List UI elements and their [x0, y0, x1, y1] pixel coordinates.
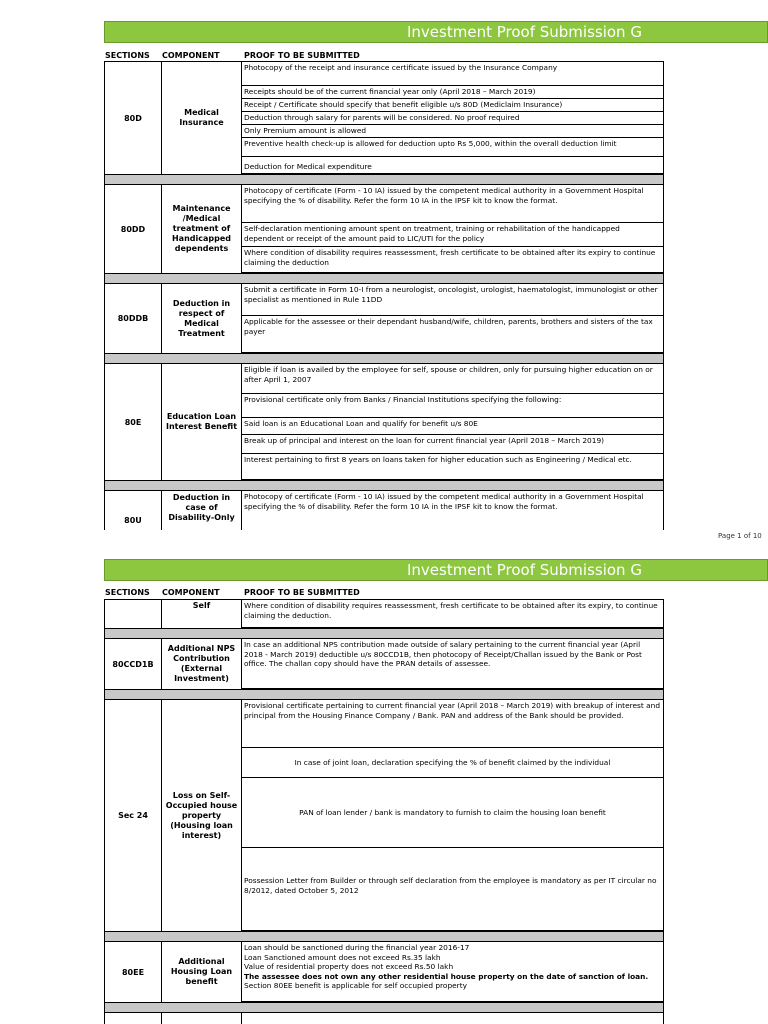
header-proof: PROOF TO BE SUBMITTED [244, 51, 360, 60]
proof-item: Deduction for Medical expenditure [242, 157, 664, 174]
proof-item: Break up of principal and interest on the loan for current financial year (April 2018 – March 2019) [242, 435, 664, 454]
proof-item: Submit a certificate in Form 10-I from a neurologist, oncologist, urologist, haematologist, immunologist or other specialist as mentioned in Rule 11DD [242, 284, 664, 316]
proof-item: Self-declaration mentioning amount spent on treatment, training or rehabilitation of the handicapped dependent or receipt of the amount paid to LIC/UTI for the policy [242, 223, 664, 247]
proof-item: Where condition of disability requires reassessment, fresh certificate to be obtained after its expiry to continue claiming the deduction [242, 247, 664, 273]
proof-item: In case of joint loan, declaration specifying the % of benefit claimed by the individual [242, 748, 664, 778]
header-sections: SECTIONS [105, 51, 150, 60]
component-handicapped-dependents: Maintenance /Medical treatment of Handicapped dependents [162, 185, 242, 273]
component-medical-treatment: Deduction in respect of Medical Treatment [162, 284, 242, 353]
page-banner [104, 21, 768, 43]
ee-line [244, 972, 661, 991]
component-housing-loan-interest: Loss on Self-Occupied house property (Housing loan interest) [162, 700, 242, 931]
proof-item: Receipts should be of the current financial year only (April 2018 – March 2019) [242, 86, 664, 99]
header-component: COMPONENT [162, 51, 220, 60]
component-nps-contribution: Additional NPS Contribution (External Investment) [162, 639, 242, 689]
component-additional-housing-loan: Additional Housing Loan benefit [162, 942, 242, 1002]
table-header [104, 48, 664, 62]
proof-item: Photocopy of the receipt and insurance certificate issued by the Insurance Company [242, 62, 664, 86]
proof-item: Preventive health check-up is allowed for deduction upto Rs 5,000, within the overall deduction limit [242, 138, 664, 157]
component-education-loan: Education Loan Interest Benefit [162, 364, 242, 480]
ee-line: Loan should be sanctioned during the financial year 2016-17 [244, 943, 470, 952]
section-cell-empty [104, 600, 162, 628]
proof-cell-empty [242, 1013, 664, 1024]
banner-title: Investment Proof Submission G [407, 23, 642, 41]
proof-item: PAN of loan lender / bank is mandatory to furnish to claim the housing loan benefit [242, 778, 664, 848]
proof-item: Photocopy of certificate (Form - 10 IA) issued by the competent medical authority in a Government Hospital specifying the % of disability. Refer the form 10 IA in the IPSF kit to know the format. [242, 185, 664, 223]
page-banner [104, 559, 768, 581]
row-separator [104, 931, 664, 942]
section-80ee: 80EE [104, 942, 162, 1002]
proof-item: Receipt / Certificate should specify that benefit eligible u/s 80D (Mediclaim Insurance) [242, 99, 664, 112]
proof-item-80ee [242, 942, 664, 1002]
proof-item: Eligible if loan is availed by the employee for self, spouse or children, only for pursuing higher education on or after April 1, 2007 [242, 364, 664, 394]
row-separator [104, 1002, 664, 1013]
row-separator [104, 353, 664, 364]
section-80u: 80U [104, 491, 162, 530]
section-80dd: 80DD [104, 185, 162, 273]
ee-line: Loan Sanctioned amount does not exceed Rs.35 lakh [244, 952, 441, 962]
section-sec-24: Sec 24 [104, 700, 162, 931]
section-80ccd1b: 80CCD1B [104, 639, 162, 689]
proof-item: Where condition of disability requires reassessment, fresh certificate to be obtained after its expiry, to continue claiming the deduction. [242, 600, 664, 628]
section-cell-empty [104, 1013, 162, 1024]
proof-item: Said loan is an Educational Loan and qualify for benefit u/s 80E [242, 418, 664, 435]
ee-tail-text: Section 80EE benefit is applicable for self occupied property [244, 981, 467, 991]
section-80e: 80E [104, 364, 162, 480]
section-80d: 80D [104, 62, 162, 174]
component-cell-empty [162, 1013, 242, 1024]
proof-item: Only Premium amount is allowed [242, 125, 664, 138]
component-disability-self: Self [162, 600, 242, 628]
banner-title: Investment Proof Submission G [407, 561, 642, 579]
ee-line: Value of residential property does not exceed Rs.50 lakh [244, 962, 454, 972]
proof-item: Applicable for the assessee or their dependant husband/wife, children, parents, brothers and sisters of the tax payer [242, 316, 664, 353]
proof-item: Photocopy of certificate (Form - 10 IA) issued by the competent medical authority in a Government Hospital specifying the % of disability. Refer the form 10 IA in the IPSF kit to know the format. [242, 491, 664, 530]
component-medical-insurance: Medical Insurance [162, 62, 242, 174]
table-header [104, 585, 664, 599]
page-number: Page 1 of 10 [718, 532, 762, 540]
proof-item: Provisional certificate only from Banks / Financial Institutions specifying the following: [242, 394, 664, 418]
row-separator [104, 273, 664, 284]
page-2 [0, 555, 768, 1024]
row-separator [104, 628, 664, 639]
proof-item: Possession Letter from Builder or through self declaration from the employee is mandatory as per IT circular no 8/2012, dated October 5, 2012 [242, 848, 664, 931]
ee-bold-text: The assessee does not own any other residential house property on the date of sanction of loan. [244, 971, 649, 981]
proof-item: Provisional certificate pertaining to current financial year (April 2018 – March 2019) with breakup of interest and principal from the Housing Finance Company / Bank. PAN and address of the Bank should be provided. [242, 700, 664, 748]
header-component: COMPONENT [162, 588, 220, 597]
row-separator [104, 174, 664, 185]
proof-item: Deduction through salary for parents will be considered. No proof required [242, 112, 664, 125]
section-80ddb: 80DDB [104, 284, 162, 353]
proof-item: In case an additional NPS contribution made outside of salary pertaining to the current financial year (April 2018 - March 2019) deductible u/s 80CCD1B, then photocopy of Receipt/Challan issued by the Bank or Post office. The challan copy should have the PRAN details of assessee. [242, 639, 664, 689]
header-sections: SECTIONS [105, 588, 150, 597]
component-disability: Deduction in case of Disability-Only [162, 491, 242, 530]
row-separator [104, 480, 664, 491]
row-separator [104, 689, 664, 700]
proof-item: Interest pertaining to first 8 years on loans taken for higher education such as Engineering / Medical etc. [242, 454, 664, 480]
header-proof: PROOF TO BE SUBMITTED [244, 588, 360, 597]
